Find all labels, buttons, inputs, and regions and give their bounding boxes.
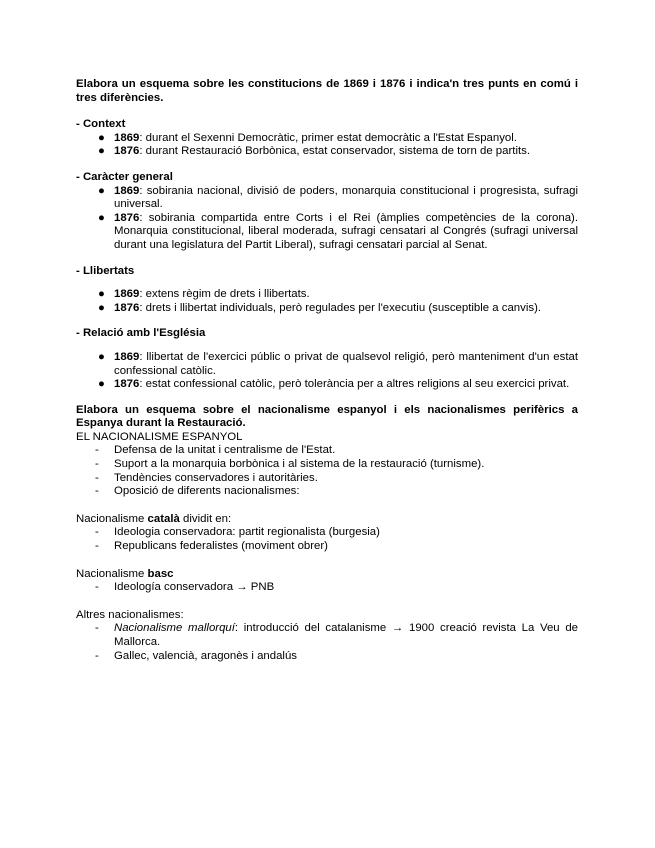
list-item: ● 1876: estat confessional catòlic, però tolerància per a altres religions al seu exercici privat.	[98, 378, 570, 391]
list-basc	[76, 581, 578, 595]
list-llibertats	[76, 288, 578, 315]
document-page	[76, 78, 578, 663]
bullet-icon: ●	[98, 378, 105, 391]
bullet-icon: ●	[98, 301, 105, 314]
altres-heading: Altres nacionalismes:	[76, 608, 184, 621]
list-item: - Gallec, valencià, aragonès i andalús	[95, 649, 297, 662]
espanyol-heading: EL NACIONALISME ESPANYOL	[76, 430, 243, 443]
list-catala	[76, 526, 578, 553]
bullet-icon: ●	[98, 211, 105, 224]
list-item: - Defensa de la unitat i centralisme de l'Estat.	[95, 444, 336, 457]
basc-heading: Nacionalisme basc	[76, 567, 174, 580]
list-item: ● 1876: drets i llibertat individuals, però regulades per l'executiu (susceptible a canvis).	[98, 301, 542, 314]
bullet-icon: ●	[98, 350, 105, 363]
list-item: - Ideologia conservadora: partit regionalista (burgesia)	[95, 526, 380, 539]
question-2-title: Elabora un esquema sobre el nacionalisme espanyol i els nacionalismes perifèrics a Espanya durant la Restauració.	[76, 403, 578, 430]
section-heading-context: - Context	[76, 118, 126, 131]
bullet-icon: ●	[98, 184, 105, 197]
list-context	[76, 132, 578, 159]
question-1-title: Elabora un esquema sobre les constitucions de 1869 i 1876 i indica'n tres punts en comú i tres diferències.	[76, 78, 578, 104]
catala-heading: Nacionalisme català dividit en:	[76, 512, 232, 525]
list-item: ● 1869: llibertat de l'exercici públic o privat de qualsevol religió, però manteniment d'un estat confessional catòlic.	[98, 350, 578, 377]
list-item: - Republicans federalistes (moviment obrer)	[95, 540, 328, 553]
section-heading-llibertats: - Llibertats	[76, 264, 135, 277]
list-item: ● 1869: sobirania nacional, divisió de poders, monarquia constitucional i progresista, sufragi universal.	[98, 184, 578, 211]
list-espanyol	[76, 444, 578, 498]
list-item: - Oposició de diferents nacionalismes:	[95, 485, 300, 498]
list-caracter	[76, 185, 578, 253]
list-item: ● 1869: durant el Sexenni Democràtic, primer estat democràtic a l'Estat Espanyol.	[98, 131, 517, 144]
list-item: - Suport a la monarquia borbònica i al sistema de la restauració (turnisme).	[95, 458, 485, 471]
bullet-icon: ●	[98, 288, 105, 301]
list-item: ● 1869: extens règim de drets i llibertats.	[98, 288, 310, 301]
list-item: ● 1876: durant Restauració Borbònica, estat conservador, sistema de torn de partits.	[98, 145, 530, 158]
list-item: - Tendències conservadores i autoritàries.	[95, 471, 318, 484]
section-heading-esglesia: - Relació amb l'Església	[76, 327, 206, 340]
list-altres	[76, 622, 578, 663]
list-esglesia	[76, 351, 578, 392]
list-item: ● 1876: sobirania compartida entre Corts i el Rei (àmplies competències de la corona). Monarquia constitucional, liberal moderada, sufragi censatari al Congrés (sufragi universal durant una legislatura del Partit Liberal), sufragi censatari parcial al Senat.	[98, 211, 578, 251]
list-item: - Nacionalisme mallorquí: introducció del catalanisme → 1900 creació revista La Veu de Mallorca.	[95, 622, 579, 648]
bullet-icon: ●	[98, 131, 105, 144]
section-heading-caracter: - Caràcter general	[76, 170, 173, 183]
list-item: - Ideología conservadora → PNB	[95, 581, 275, 594]
bullet-icon: ●	[98, 145, 105, 158]
